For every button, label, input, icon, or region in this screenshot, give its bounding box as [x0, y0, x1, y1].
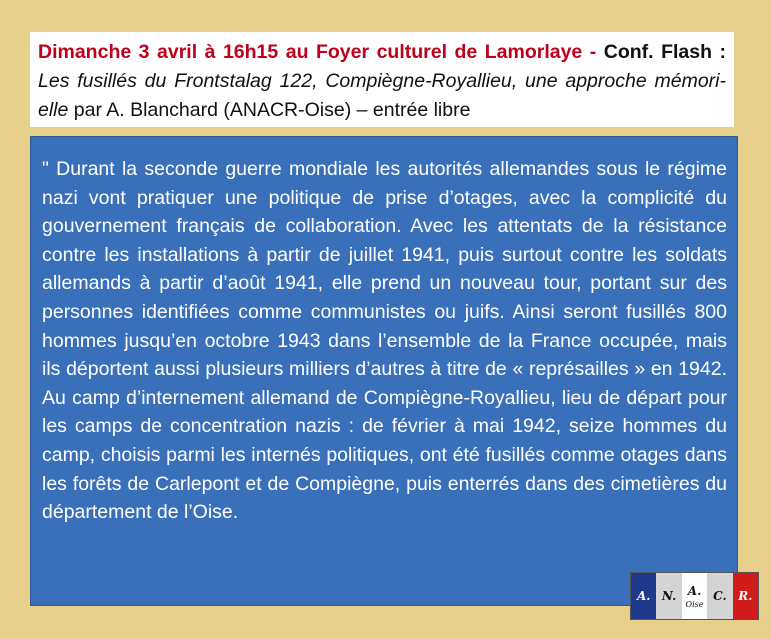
anacr-oise-logo — [630, 572, 759, 620]
logo-oise: Oise — [685, 599, 704, 609]
description-text: " Durant la seconde guerre mondiale les autorités allemandes sous le régime nazi vont pratiquer une politique de prise d’otages, avec la complicité du gouvernement français de collaboration. Avec les attentats de la résistance contre les installations à partir de juillet 1941, puis surtout contre les soldats allemands à partir d’août 1941, elle prend un nouveau tour, portant sur des personnes identifiées comme communistes ou juifs. Ainsi seront fusillés 800 hommes jusqu’en octobre 1943 dans l’ensemble de la France occupée, mais ils déportent aussi plusieurs milliers d’autres à titre de « représailles » en 1942. Au camp d’internement allemand de Compiègne-Royallieu, lieu de départ pour les camps de concentration nazis : de février à mai 1942, seize hommes du camp, choisis parmi les internés politiques, ont été fusillés comme otages dans les forêts de Carlepont et de Compiègne, puis enterrés dans des cimetières du département de l’Oise. — [42, 158, 727, 524]
conference-title: Les fusillés du Frontstalag 122, Compiègne-Royallieu, une approche mémori-elle — [38, 70, 726, 121]
header-colon: : — [712, 41, 726, 63]
conf-label: Conf. Flash — [603, 41, 713, 63]
logo-cell-a2: A. Oise — [682, 573, 707, 619]
event-date-location: Dimanche 3 avril à 16h15 au Foyer culturel de Lamorlaye - — [38, 41, 604, 63]
speaker-info: par A. Blanchard (ANACR-Oise) – entrée libre — [68, 99, 471, 121]
logo-cell-n: N. — [656, 573, 681, 619]
description-box — [30, 136, 738, 606]
event-header — [30, 32, 734, 127]
logo-cell-a: A. — [631, 573, 656, 619]
logo-cell-r: R. — [733, 573, 758, 619]
logo-cell-c: C. — [707, 573, 732, 619]
